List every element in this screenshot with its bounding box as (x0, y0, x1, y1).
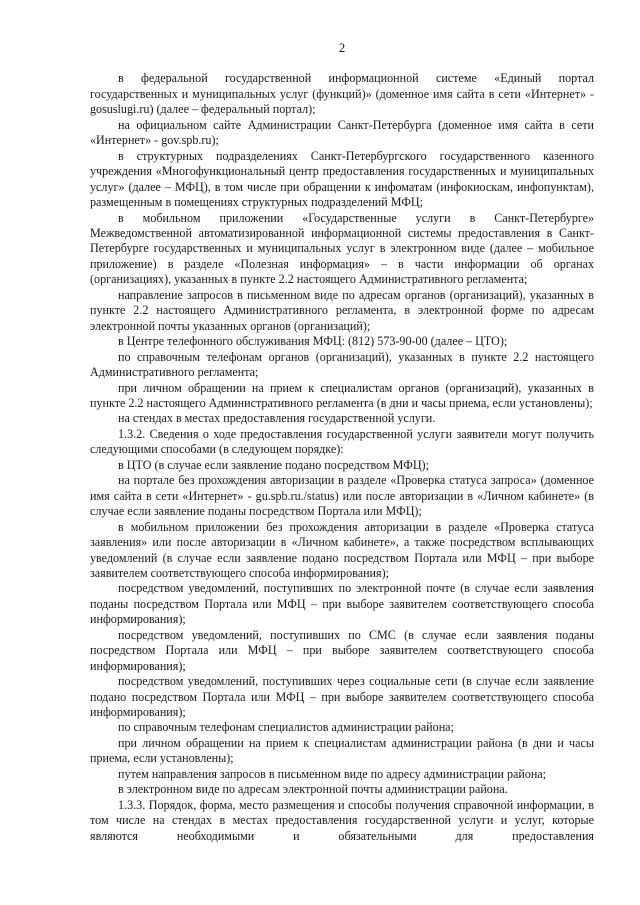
paragraph: 1.3.2. Сведения о ходе предоставления государственной услуги заявители могут получить следующими способами (в следующем порядке): (90, 426, 594, 457)
paragraph: при личном обращении на прием к специалистам администрации района (в дни и часы приема, если установлены); (90, 735, 594, 766)
paragraph: по справочным телефонам органов (организаций), указанных в пункте 2.2 настоящего Административного регламента; (90, 349, 594, 380)
paragraph: по справочным телефонам специалистов администрации района; (118, 720, 454, 735)
document-body (90, 71, 594, 844)
paragraph: направление запросов в письменном виде по адресам органов (организаций), указанных в пункте 2.2 настоящего Административного регламента, в электронной форме по адресам электронной почты указанных органов (организаций); (90, 287, 594, 333)
paragraph: при личном обращении на прием к специалистам органов (организаций), указанных в пункте 2.2 настоящего Административного регламента (в дни и часы приема, если установлены); (90, 380, 594, 410)
paragraph: на портале без прохождения авторизации в разделе «Проверка статуса запроса» (доменное имя сайта в сети «Интернет» - gu.spb.ru./status) или после авторизации в «Личном кабинете» (в случае если заявление поданы посредством Портала или МФЦ); (90, 473, 594, 519)
page-number: 2 (338, 40, 346, 55)
paragraph: на официальном сайте Администрации Санкт-Петербурга (доменное имя сайта в сети «Интернет» - gov.spb.ru); (90, 117, 594, 148)
paragraph: посредством уведомлений, поступивших по СМС (в случае если заявления поданы посредством Портала или МФЦ – при выборе заявителем соответствующего способа информирования); (90, 627, 594, 673)
paragraph: в мобильном приложении «Государственные услуги в Санкт-Петербурге» Межведомственной автоматизированной информационной системы предоставления в Санкт-Петербурге государственных и муниципальных услуг в электронном виде (далее – мобильное приложение) в разделе «Полезная информация» – в части информации об органах (организациях), указанных в пункте 2.2 настоящего Административного регламента; (90, 210, 594, 287)
paragraph: путем направления запросов в письменном виде по адресу администрации района; (118, 766, 547, 781)
paragraph: в электронном виде по адресам электронной почты администрации района. (118, 782, 508, 797)
paragraph: в ЦТО (в случае если заявление подано посредством МФЦ); (118, 457, 429, 472)
paragraph: в мобильном приложении без прохождения авторизации в разделе «Проверка статуса заявления» или после авторизации в «Личном кабинете», а также посредством всплывающих уведомлений (в случае если заявление подано посредством Портала или МФЦ – при выборе заявителем соответствующего способа информирования); (90, 519, 594, 580)
paragraph: в Центре телефонного обслуживания МФЦ: (812) 573-90-00 (далее – ЦТО); (118, 334, 508, 349)
paragraph: в федеральной государственной информационной системе «Единый портал государственных и муниципальных услуг (функций)» (доменное имя сайта в сети «Интернет» - gosuslugi.ru) (далее – федеральный портал); (90, 71, 594, 117)
paragraph: в структурных подразделениях Санкт-Петербургского государственного казенного учреждения «Многофункциональный центр предоставления государственных и муниципальных услуг» (далее – МФЦ), в том числе при обращении к инфоматам (инфокиоскам, инфопунктам), размещенным в помещениях структурных подразделений МФЦ; (90, 148, 594, 210)
paragraph: на стендах в местах предоставления государственной услуги. (118, 411, 436, 426)
paragraph: посредством уведомлений, поступивших по электронной почте (в случае если заявления поданы посредством Портала или МФЦ – при выборе заявителем соответствующего способа информирования); (90, 581, 594, 627)
paragraph: 1.3.3. Порядок, форма, место размещения и способы получения справочной информации, в том числе на стендах в местах предоставления государственной услуги и услуг, которые являются необходимыми и обязательными для предоставления (90, 797, 594, 843)
paragraph: посредством уведомлений, поступивших через социальные сети (в случае если заявление подано посредством Портала или МФЦ – при выборе заявителем соответствующего способа информирования); (90, 674, 594, 720)
